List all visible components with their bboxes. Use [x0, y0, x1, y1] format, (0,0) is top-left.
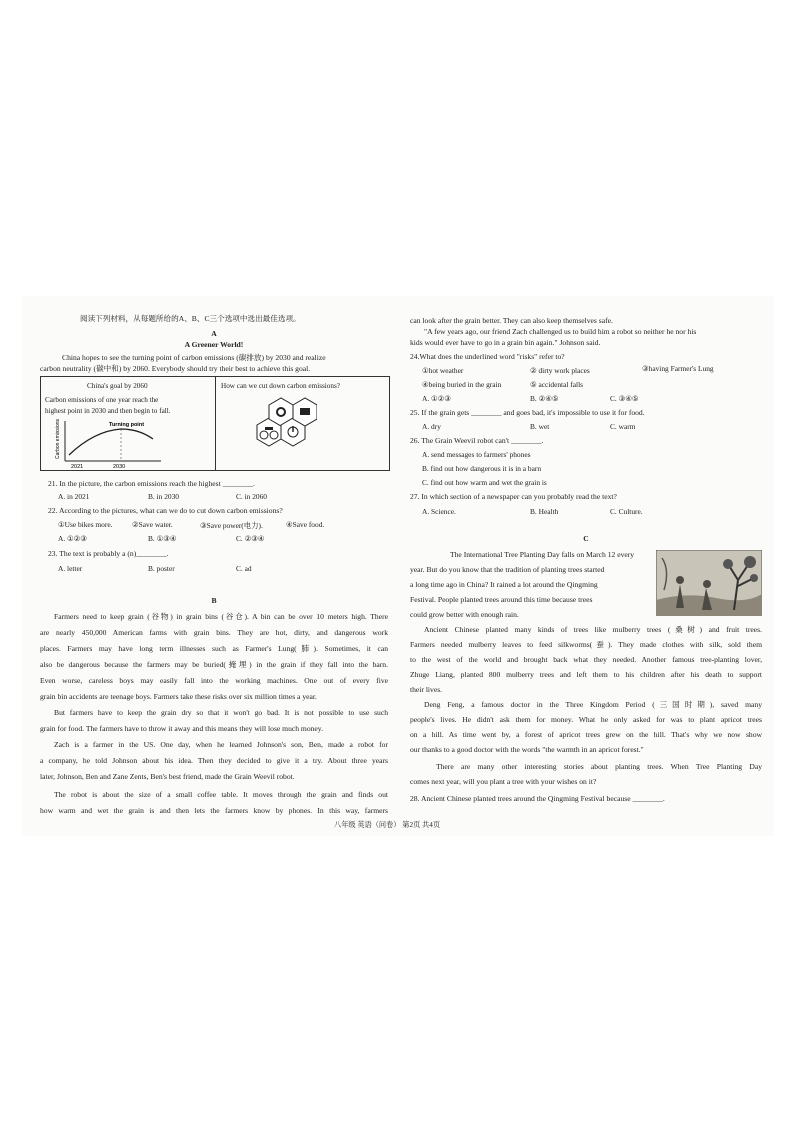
q26-option-c[interactable]: C. find out how warm and wet the grain is [422, 478, 547, 487]
q24-choice-4: ④being buried in the grain [422, 380, 502, 389]
passage-a-title: A Greener World! [184, 340, 244, 349]
q25-option-b[interactable]: B. wet [530, 422, 550, 431]
passage-b-line: are nearly 450,000 American farms with grain bins. They are hot, dirty, and dangerous work [40, 628, 388, 637]
passage-c-line: Farmers needed mulberry leaves to feed silkworms(蚕). They made clothes with silk, sold them [410, 640, 762, 649]
passage-c-line: on a hill. As time went by, a forest of apricot trees grew on the hill. That's why we now show [410, 730, 762, 739]
q21-option-c[interactable]: C. in 2060 [236, 492, 268, 501]
passage-c-line: The International Tree Planting Day falls on March 12 every [450, 550, 635, 559]
instruction: 阅读下列材料，从每题所给的A、B、C三个选项中选出最佳选项。 [80, 314, 301, 323]
passage-c-line: Deng Feng, a famous doctor in the Three Kingdom Period (三国时期), saved many [424, 700, 762, 709]
q23-option-a[interactable]: A. letter [58, 564, 83, 573]
passage-c-line: Ancient Chinese planted many kinds of trees like mulberry trees (桑树) and fruit trees. [424, 625, 762, 634]
hexagon-icons [237, 397, 317, 455]
passage-c-line: Zhuge Liang, planted 800 mulberry trees and left them to his children after his death to support [410, 670, 762, 679]
q26-option-a[interactable]: A. send messages to farmers' phones [422, 450, 531, 459]
graph-y-label: Carbon emissions [55, 419, 61, 459]
passage-b-cont-1: can look after the grain better. They can also keep themselves safe. [410, 316, 613, 325]
q24-choice-5: ⑤ accidental falls [530, 380, 583, 389]
passage-c-letter: C [583, 534, 589, 543]
passage-b-cont-3: kids would ever have to go in a grain bin again." Johnson said. [410, 338, 601, 347]
q24-option-a[interactable]: A. ①②③ [422, 394, 451, 403]
box-left-line1: Carbon emissions of one year reach the [45, 396, 159, 404]
q21-option-b[interactable]: B. in 2030 [148, 492, 180, 501]
q25-option-a[interactable]: A. dry [422, 422, 441, 431]
passage-c-line: year. But do you know that the tradition of planting trees started [410, 565, 605, 574]
passage-b-line: a company, he told Johnson about his idea. Then they decided to give it a try. About three years [40, 756, 388, 765]
q23-option-c[interactable]: C. ad [236, 564, 252, 573]
graph-x1-label: 2021 [71, 464, 84, 469]
passage-b-line: how warm and wet the grain is and then lets the farmers know by phones. In this way, farmers [40, 806, 388, 815]
q22-option-b[interactable]: B. ①③④ [148, 534, 177, 543]
graph-x2-label: 2030 [113, 464, 126, 469]
graph-turning-label: Turning point [109, 422, 145, 428]
goal-box [40, 376, 390, 471]
passage-c-line: could grow better with enough rain. [410, 610, 519, 619]
carbon-graph [49, 419, 169, 469]
passage-b-line: later, Johnson, Ben and Zane Zents, Ben's best friend, made the Grain Weevil robot. [40, 772, 295, 781]
passage-a-intro-1: China hopes to see the turning point of carbon emissions (碳排放) by 2030 and realize [62, 353, 326, 362]
q26-stem: 26. The Grain Weevil robot can't ________. [410, 436, 544, 445]
passage-c-line: a long time ago in China? It rained a lot around the Qingming [410, 580, 598, 589]
box-left-title: China's goal by 2060 [87, 382, 148, 390]
q23-stem: 23. The text is probably a (n)________. [48, 549, 169, 558]
box-divider [215, 377, 216, 470]
q22-choice-1: ①Use bikes more. [58, 520, 113, 529]
passage-b-line: Farmers need to keep grain (谷物) in grain bins (谷仓). A bin can be over 10 meters high. There [54, 612, 388, 621]
passage-c-line: to the west of the world and brought back what they needed. Another famous tree-planting lover, [410, 655, 762, 664]
q22-option-a[interactable]: A. ①②③ [58, 534, 87, 543]
q25-option-c[interactable]: C. warm [610, 422, 636, 431]
passage-c-line: Festival. People planted trees around this time because trees [410, 595, 593, 604]
q27-option-b[interactable]: B. Health [530, 507, 559, 516]
passage-a-intro-2: carbon neutrality (碳中和) by 2060. Everybody should try their best to achieve this goal. [40, 364, 311, 373]
q28-stem: 28. Ancient Chinese planted trees around the Qingming Festival because ________. [410, 794, 665, 803]
q25-stem: 25. If the grain gets ________ and goes bad, it's impossible to use it for food. [410, 408, 645, 417]
q22-choice-3: ③Save power(电力). [200, 521, 263, 530]
emission-curve [69, 429, 153, 455]
q21-stem: 21. In the picture, the carbon emissions reach the highest ________. [48, 479, 255, 488]
passage-b-line: But farmers have to keep the grain dry so that it won't go bad. It is not possible to use such [54, 708, 388, 717]
passage-b-line: also be dangerous because the farmers may be buried(掩埋) in the grain if they fall into the barn. [40, 660, 388, 669]
box-right-title: How can we cut down carbon emissions? [221, 382, 340, 390]
q27-stem: 27. In which section of a newspaper can you probably read the text? [410, 492, 617, 501]
q24-option-b[interactable]: B. ②④⑤ [530, 394, 559, 403]
passage-c-line: There are many other interesting stories about planting trees. When Tree Planting Day [436, 762, 762, 771]
q22-option-c[interactable]: C. ②③④ [236, 534, 265, 543]
q24-option-c[interactable]: C. ③④⑤ [610, 394, 639, 403]
q21-option-a[interactable]: A. in 2021 [58, 492, 90, 501]
passage-c-line: our thanks to a good doctor with the words "the warmth in an apricot forest." [410, 745, 644, 754]
q24-choice-1: ①hot weather [422, 366, 464, 375]
q24-choice-3: ③having Farmer's Lung [642, 364, 714, 373]
page-footer: 八年级 英语（问卷） 第2页 共4页 [334, 821, 441, 829]
q24-stem: 24.What does the underlined word "risks" refer to? [410, 352, 565, 361]
q22-choice-2: ②Save water. [132, 520, 173, 529]
passage-b-line: Zach is a farmer in the US. One day, when he learned Johnson's son, Ben, made a robot for [54, 740, 388, 749]
passage-b-cont-2: "A few years ago, our friend Zach challenged us to build him a robot so neither he nor his [424, 327, 697, 336]
passage-b-line: The robot is about the size of a small coffee table. It moves through the grain and finds out [54, 790, 388, 799]
passage-c-line: people's lives. He didn't ask them for money. What he only asked for was to plant apricot trees [410, 715, 762, 724]
q27-option-a[interactable]: A. Science. [422, 507, 456, 516]
passage-b-line: grain for food. The farmers have to throw it away and this means they will lose much money. [40, 724, 324, 733]
passage-b-line: Even worse, careless boys may easily fall into the working machines. One out of every five [40, 676, 388, 685]
q24-choice-2: ② dirty work places [530, 366, 590, 375]
box-left-line2: highest point in 2030 and then begin to fall. [45, 407, 171, 415]
q22-choice-4: ④Save food. [286, 520, 325, 529]
passage-c-line: comes next year, will you plant a tree with your wishes on it? [410, 777, 597, 786]
exam-page [22, 296, 774, 836]
q26-option-b[interactable]: B. find out how dangerous it is in a barn [422, 464, 542, 473]
passage-b-line: grain bin accidents are teenage boys. Farmers take these risks over six million times a year. [40, 692, 317, 701]
passage-b-line: places. Farmers may have long term illnesses such as Farmer's Lung(肺). Sometimes, it can [40, 644, 388, 653]
tree-planting-illustration [656, 550, 762, 616]
q23-option-b[interactable]: B. poster [148, 564, 175, 573]
passage-a-letter: A [211, 329, 217, 338]
passage-c-line: their lives. [410, 685, 443, 694]
q22-stem: 22. According to the pictures, what can we do to cut down carbon emissions? [48, 506, 283, 515]
q27-option-c[interactable]: C. Culture. [610, 507, 643, 516]
passage-b-letter: B [211, 596, 217, 605]
